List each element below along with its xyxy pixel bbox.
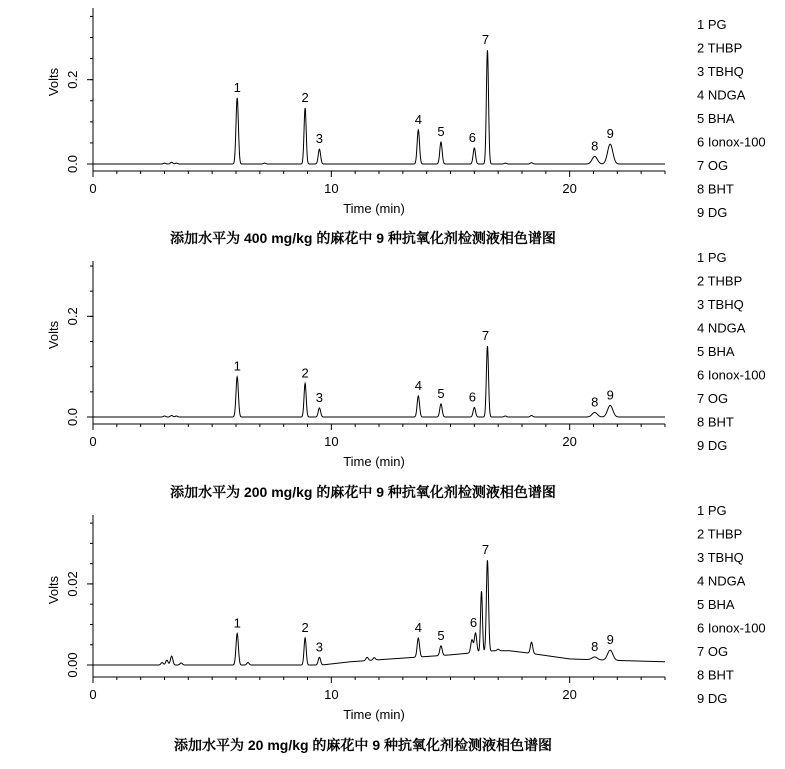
- y-tick-label: 0.02: [65, 571, 80, 597]
- peak-label-6: 6: [468, 389, 476, 405]
- legend-entry: 1 PG: [697, 250, 727, 265]
- peak-label-5: 5: [437, 627, 445, 643]
- x-tick-label: 20: [562, 434, 577, 449]
- x-axis-label: Time (min): [343, 454, 405, 469]
- chromatogram-trace: [93, 560, 665, 665]
- chromatogram-panel-3: [46, 503, 766, 753]
- peak-label-3: 3: [315, 389, 324, 405]
- x-axis-label: Time (min): [343, 201, 405, 216]
- x-tick-label: 10: [324, 687, 339, 702]
- legend-entry: 8 BHT: [697, 414, 734, 430]
- chromatogram-panel-1: [46, 8, 766, 246]
- legend-entry: 8 BHT: [697, 181, 734, 197]
- legend-entry: 4 NDGA: [697, 87, 746, 103]
- x-tick-label: 0: [89, 687, 97, 702]
- x-tick-label: 10: [324, 434, 339, 449]
- chromatogram-trace: [93, 346, 665, 417]
- legend-entry: 5 BHA: [697, 344, 735, 359]
- peak-label-8: 8: [591, 638, 599, 654]
- peak-label-7: 7: [481, 32, 490, 48]
- legend-entry: 8 BHT: [697, 667, 734, 683]
- legend-entry: 3 TBHQ: [697, 297, 744, 312]
- peak-label-3: 3: [315, 131, 324, 147]
- legend-entry: 9 DG: [697, 691, 728, 706]
- chromatogram-panel-2: [46, 250, 766, 500]
- legend-entry: 4 NDGA: [697, 320, 746, 336]
- legend-entry: 1 PG: [697, 17, 727, 32]
- legend-entry: 6 Ionox-100: [697, 367, 766, 383]
- legend-entry: 4 NDGA: [697, 573, 746, 589]
- y-tick-label: 0.00: [65, 652, 80, 678]
- legend-entry: 7 OG: [697, 391, 729, 406]
- peak-label-5: 5: [437, 124, 445, 140]
- legend-entry: 7 OG: [697, 644, 729, 659]
- legend-entry: 1 PG: [697, 503, 727, 518]
- legend-entry: 9 DG: [697, 205, 728, 220]
- peak-label-4: 4: [414, 377, 422, 393]
- peak-label-9: 9: [606, 632, 614, 648]
- peak-label-1: 1: [233, 615, 241, 631]
- x-axis-label: Time (min): [343, 707, 405, 722]
- y-axis-label: Volts: [46, 320, 61, 350]
- legend-entry: 5 BHA: [697, 597, 735, 612]
- peak-label-8: 8: [591, 394, 599, 410]
- legend-entry: 2 THBP: [697, 526, 743, 542]
- peak-label-7: 7: [481, 542, 490, 558]
- peak-label-6: 6: [469, 615, 478, 631]
- peak-label-9: 9: [606, 387, 614, 403]
- peak-label-4: 4: [414, 620, 422, 635]
- x-tick-label: 20: [562, 687, 577, 702]
- legend-entry: 6 Ionox-100: [697, 620, 766, 636]
- peak-label-7: 7: [481, 328, 490, 344]
- peak-label-2: 2: [301, 89, 309, 105]
- y-axis-label: Volts: [46, 575, 61, 605]
- peak-label-1: 1: [233, 358, 241, 374]
- peak-label-2: 2: [301, 619, 309, 635]
- x-tick-label: 10: [324, 181, 339, 196]
- legend-entry: 2 THBP: [697, 40, 743, 56]
- peak-label-1: 1: [233, 79, 241, 95]
- peak-label-3: 3: [315, 639, 324, 655]
- legend-entry: 3 TBHQ: [697, 64, 744, 79]
- chart-caption: 添加水平为 200 mg/kg 的麻花中 9 种抗氧化剂检测液相色谱图: [170, 484, 556, 500]
- peak-label-9: 9: [606, 126, 614, 142]
- peak-label-2: 2: [301, 365, 309, 381]
- y-tick-label: 0.0: [65, 407, 80, 427]
- legend-entry: 3 TBHQ: [697, 550, 744, 565]
- chart-caption: 添加水平为 400 mg/kg 的麻花中 9 种抗氧化剂检测液相色谱图: [170, 230, 556, 246]
- legend-entry: 6 Ionox-100: [697, 134, 766, 150]
- peak-label-5: 5: [437, 385, 445, 401]
- x-tick-label: 20: [562, 181, 577, 196]
- peak-label-8: 8: [591, 138, 599, 154]
- y-tick-label: 0.2: [65, 70, 80, 89]
- y-axis-label: Volts: [46, 67, 61, 97]
- y-tick-label: 0.2: [65, 307, 80, 326]
- x-tick-label: 0: [89, 181, 97, 196]
- chromatogram-trace: [93, 50, 665, 164]
- x-tick-label: 0: [89, 434, 97, 449]
- legend-entry: 9 DG: [697, 438, 728, 453]
- peak-label-6: 6: [468, 129, 476, 145]
- chart-caption: 添加水平为 20 mg/kg 的麻花中 9 种抗氧化剂检测液相色谱图: [173, 737, 553, 753]
- legend-entry: 2 THBP: [697, 273, 743, 289]
- peak-label-4: 4: [414, 111, 422, 127]
- legend-entry: 7 OG: [697, 158, 729, 173]
- y-tick-label: 0.0: [65, 154, 80, 174]
- legend-entry: 5 BHA: [697, 111, 735, 126]
